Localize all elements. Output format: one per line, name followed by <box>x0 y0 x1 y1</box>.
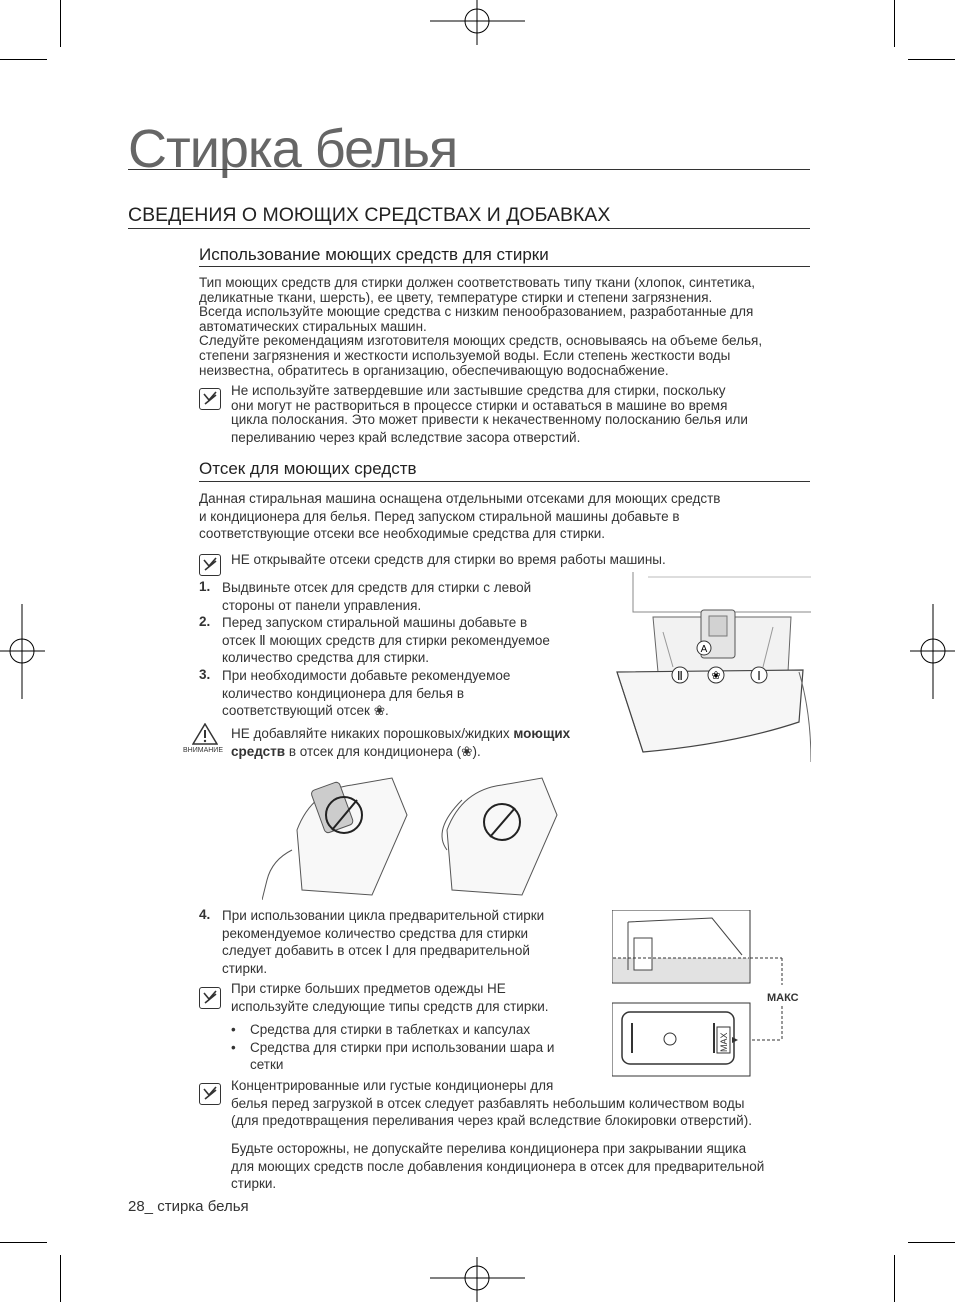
subsection-rule <box>199 481 810 482</box>
note-text: При стирке больших предметов одежды НЕ используйте следующие типы средств для стирки. <box>231 981 549 1014</box>
section-title: СВЕДЕНИЯ О МОЮЩИХ СРЕДСТВАХ И ДОБАВКАХ <box>128 204 611 226</box>
flower-icon: ❀ <box>711 669 721 682</box>
crop-mark <box>60 0 61 47</box>
label-compartment-ii: Ⅱ <box>677 669 683 683</box>
detergent-drawer-illustration <box>613 572 811 762</box>
label-compartment-i: Ⅰ <box>757 669 761 683</box>
list-item: 4. При использовании цикла предварительной стирки рекомендуемое количество средства для стирки следует добавить в отсек Ⅰ для предварительной стирки. <box>199 907 545 976</box>
crop-mark <box>908 1242 955 1243</box>
note-text: НЕ открывайте отсеки средств для стирки во время работы машины. <box>231 552 666 567</box>
crop-mark <box>60 1255 61 1302</box>
crop-mark <box>0 59 47 60</box>
max-level-diagram <box>612 910 812 1080</box>
registration-mark <box>910 604 955 699</box>
subsection-title: Отсек для моющих средств <box>199 459 417 478</box>
label-a: A <box>700 644 708 655</box>
warning-icon <box>192 723 218 745</box>
page-title: Стирка белья <box>128 119 458 179</box>
warning-text: НЕ добавляйте никаких порошковых/жидких моющих средств в отсек для кондиционера (❀). <box>231 726 571 759</box>
registration-mark <box>430 1257 525 1302</box>
note-icon <box>199 987 221 1009</box>
list-item: • Средства для стирки в таблетках и капсулах <box>231 1022 531 1037</box>
note-icon <box>199 554 221 576</box>
list-item: • Средства для стирки при использовании шара и сетки <box>231 1039 555 1073</box>
page-footer: 28_ стирка белья <box>128 1198 249 1215</box>
max-caption: МАКС <box>767 992 799 1004</box>
warning-label: ВНИМАНИЕ <box>183 747 224 754</box>
note-icon <box>199 388 221 410</box>
paragraph: Тип моющих средств для стирки должен соответствовать типу ткани (хлопок, синтетика, деликатные ткани, шерсть), ее цвету, температуре стирки и степени загрязнения. Всегда используйте моющие средства с низким пенообразованием, разработанные для автоматических стиральных машин. Следуйте рекомендациям изготовителя моющих средств, основываясь на объеме белья, степени загрязнения и жесткости используемой воды. Если степень жесткости воды неизвестна, обратитесь в организацию, обеспечивающую водоснабжение. <box>199 275 763 378</box>
note-icon <box>199 1083 221 1105</box>
crop-mark <box>908 59 955 60</box>
section-rule <box>128 228 810 229</box>
registration-mark <box>0 604 45 699</box>
crop-mark <box>894 1255 895 1302</box>
crop-mark <box>0 1242 47 1243</box>
hands-pouring-illustration <box>262 770 562 900</box>
list-item: 1. Выдвиньте отсек для средств для стирки с левой стороны от панели управления. <box>199 579 532 613</box>
note-text: Не используйте затвердевшие или застывшие средства для стирки, поскольку они могут не раствориться в процессе стирки и оставаться в машине во время цикла полоскания. Это может привести к некачественному полосканию белья или переливанию через край вследствие засора отверстий. <box>231 383 748 445</box>
list-item: 3. При необходимости добавьте рекомендуемое количество кондиционера для белья в соответствующий отсек ❀. <box>199 666 511 719</box>
registration-mark <box>430 0 525 45</box>
steps-list <box>199 579 599 720</box>
subsection-title: Использование моющих средств для стирки <box>199 245 549 264</box>
title-rule <box>128 169 810 170</box>
subsection-rule <box>199 266 810 267</box>
max-marker: MAX <box>719 1032 729 1052</box>
note-text: Будьте осторожны, не допускайте перелива кондиционера при закрывании ящика для моющих средств после добавления кондиционера в отсек для предварительной стирки. <box>231 1141 765 1192</box>
bullet-list <box>231 1021 591 1074</box>
paragraph: Данная стиральная машина оснащена отдельными отсеками для моющих средств и кондиционера для белья. Перед запуском стиральной машины добавьте в соответствующие отсеки все необходимые средства для стирки. <box>199 491 721 542</box>
list-item: 2. Перед запуском стиральной машины добавьте в отсек Ⅱ моющих средств для стирки рекомендуемое количество средства для стирки. <box>199 614 550 666</box>
crop-mark <box>894 0 895 47</box>
note-text: Концентрированные или густые кондиционеры для белья перед загрузкой в отсек следует разбавлять небольшим количеством воды (для предотвращения переливания через край вследствие блокировки отверстий). <box>231 1078 752 1129</box>
